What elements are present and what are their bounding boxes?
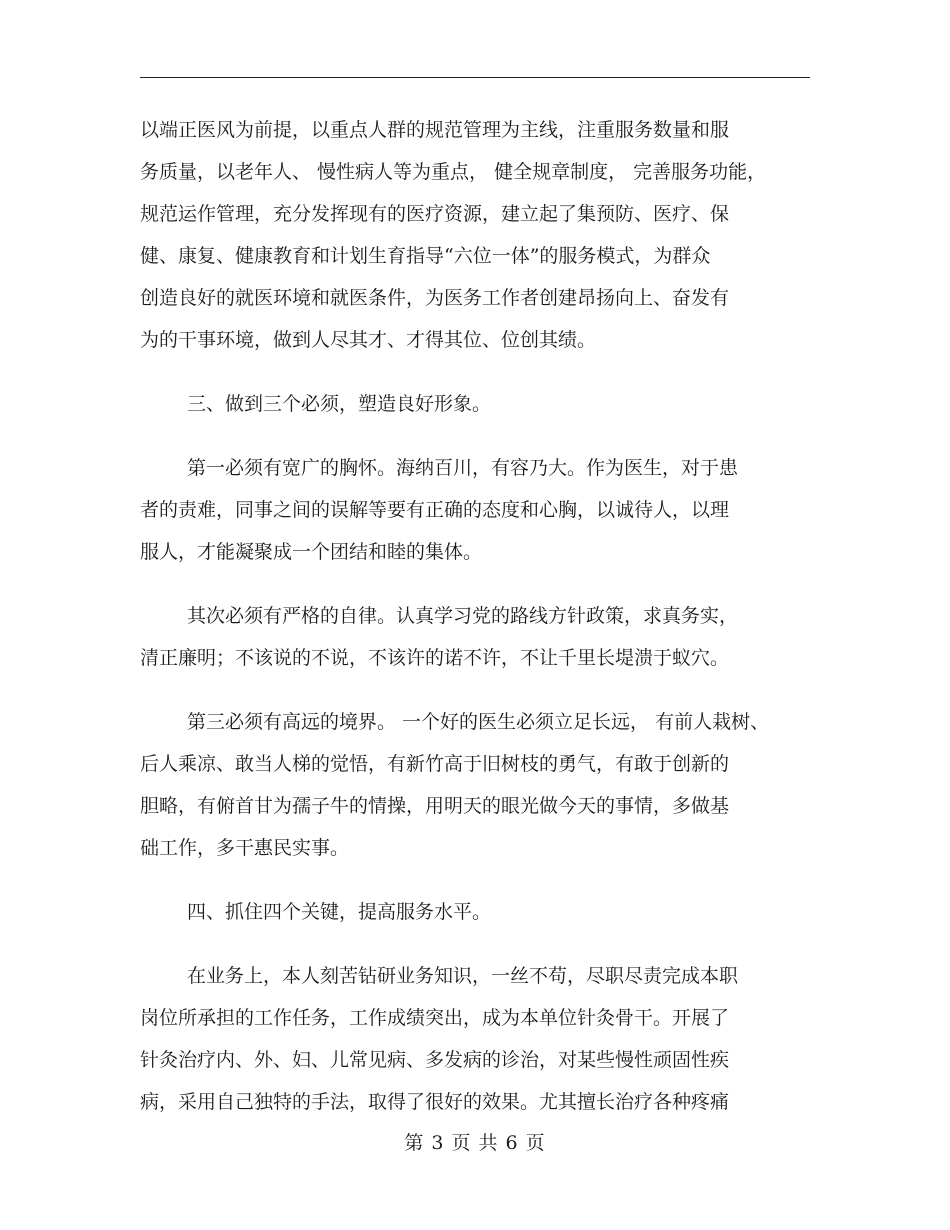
paragraph xyxy=(140,955,820,1123)
text-line: 胆略，有俯首甘为孺子牛的情操，用明天的眼光做今天的事情，多做基 xyxy=(140,795,730,817)
text-line: 四、抓住四个关键，提高服务水平。 xyxy=(187,901,492,923)
text-line: 第一必须有宽广的胸怀。海纳百川，有容乃大。作为医生，对于患 xyxy=(187,457,739,479)
text-line: 创造良好的就医环境和就医条件，为医务工作者创建昂扬向上、奋发有 xyxy=(140,287,730,309)
text-line: 在业务上，本人刻苦钻研业务知识，一丝不苟，尽职尽责完成本职 xyxy=(187,965,739,987)
page-number-footer: 第 3 页 共 6 页 xyxy=(404,1132,546,1154)
text-line: 后人乘凉、敢当人梯的觉悟，有新竹高于旧树枝的勇气，有敢于创新的 xyxy=(140,753,730,775)
text-line: 以端正医风为前提，以重点人群的规范管理为主线，注重服务数量和服 xyxy=(140,119,730,141)
section-heading xyxy=(140,891,820,933)
paragraph xyxy=(140,447,820,573)
paragraph xyxy=(140,109,820,361)
text-line: 病，采用自己独特的手法，取得了很好的效果。尤其擅长治疗各种疼痛 xyxy=(140,1091,730,1113)
text-line: 三、做到三个必须，塑造良好形象。 xyxy=(187,393,492,415)
section-heading xyxy=(140,383,820,425)
text-line: 第三必须有高远的境界。 一个好的医生必须立足长远， 有前人栽树、 xyxy=(187,711,770,733)
text-line: 础工作，多干惠民实事。 xyxy=(140,837,350,859)
text-line: 岗位所承担的工作任务，工作成绩突出，成为本单位针灸骨干。开展了 xyxy=(140,1007,730,1029)
text-line: 规范运作管理，充分发挥现有的医疗资源，建立起了集预防、医疗、保 xyxy=(140,203,730,225)
paragraph xyxy=(140,701,820,869)
text-line: 针灸治疗内、外、妇、儿常见病、多发病的诊治，对某些慢性顽固性疾 xyxy=(140,1049,730,1071)
header-rule xyxy=(140,77,810,78)
text-line: 务质量，以老年人、 慢性病人等为重点， 健全规章制度， 完善服务功能， xyxy=(140,161,767,183)
document-body xyxy=(140,109,820,1123)
text-line: 者的责难，同事之间的误解等要有正确的态度和心胸，以诚待人，以理 xyxy=(140,499,730,521)
text-line: 清正廉明；不该说的不说，不该许的诺不许，不让千里长堤溃于蚁穴。 xyxy=(140,647,730,669)
paragraph xyxy=(140,595,820,679)
text-line: 为的干事环境，做到人尽其才、才得其位、位创其绩。 xyxy=(140,329,597,351)
text-line: 服人，才能凝聚成一个团结和睦的集体。 xyxy=(140,541,483,563)
text-line: 健、康复、健康教育和计划生育指导“六位一体”的服务模式，为群众 xyxy=(140,245,711,267)
text-line: 其次必须有严格的自律。认真学习党的路线方针政策，求真务实， xyxy=(187,605,739,627)
